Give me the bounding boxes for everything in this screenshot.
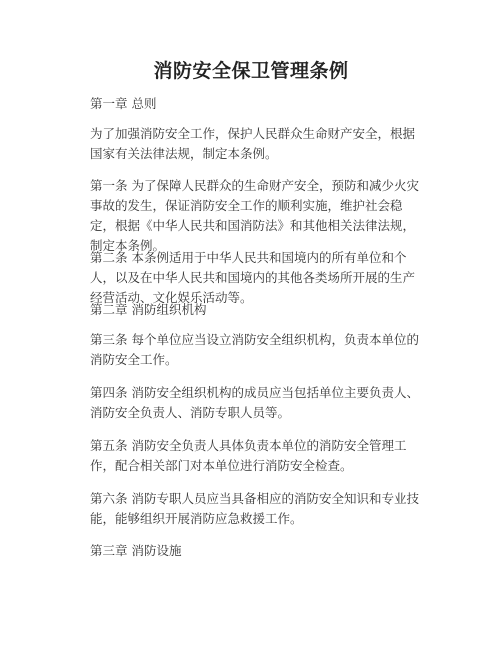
article-paragraph: 第五条 消防安全负责人具体负责本单位的消防安全管理工作，配合相关部门对本单位进行消防安全检查。	[90, 438, 407, 473]
article-paragraph: 第四条 消防安全组织机构的成员应当包括单位主要负责人、消防安全负责人、消防专职人员等。	[90, 385, 419, 420]
document-title: 消防安全保卫管理条例	[153, 60, 349, 82]
chapter-heading: 第三章 消防设施	[90, 543, 182, 558]
paragraph: 为了加强消防安全工作，保护人民群众生命财产安全，根据国家有关法律法规，制定本条例。	[90, 126, 416, 161]
article-paragraph: 第六条 消防专职人员应当具备相应的消防安全知识和专业技能，能够组织开展消防应急救援工作。	[90, 491, 419, 526]
chapter-heading: 第二章 消防组织机构	[90, 302, 207, 317]
chapter-heading: 第一章 总则	[90, 96, 157, 111]
article-paragraph: 第三条 每个单位应当设立消防安全组织机构，负责本单位的消防安全工作。	[90, 332, 419, 367]
article-paragraph: 第二条 本条例适用于中华人民共和国境内的所有单位和个人，以及在中华人民共和国境内的其他各类场所开展的生产经营活动、文化娱乐活动等。	[90, 250, 416, 305]
article-paragraph: 第一条 为了保障人民群众的生命财产安全，预防和减少火灾事故的发生，保证消防安全工作的顺利实施，维护社会稳定，根据《中华人民共和国消防法》和其他相关法律法规，制定本条例。	[90, 178, 419, 253]
